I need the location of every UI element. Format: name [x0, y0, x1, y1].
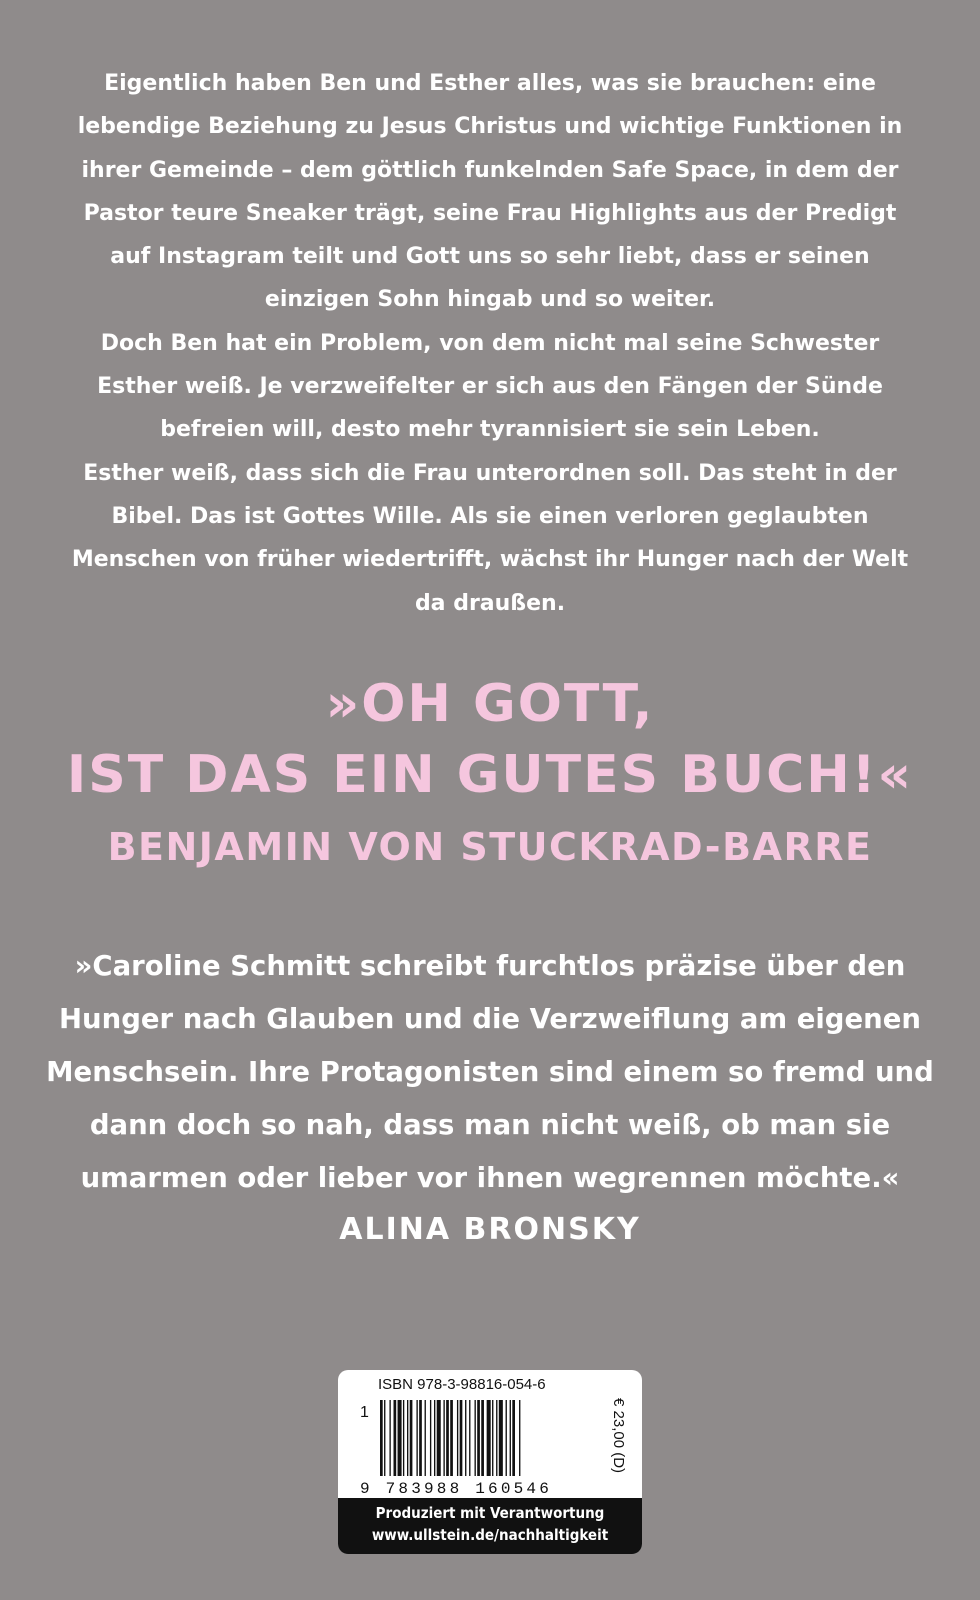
sustainability-text: Produziert mit Verantwortung: [375, 1504, 605, 1522]
review-quote: [40, 940, 940, 1205]
sustainability-url: www.ullstein.de/nachhaltigkeit: [371, 1526, 609, 1544]
barcode-bar: [457, 1400, 458, 1476]
barcode-bar: [487, 1400, 491, 1476]
barcode-bar: [403, 1400, 404, 1476]
sustainability-strip: [338, 1498, 642, 1554]
barcode-bar: [469, 1400, 470, 1476]
barcode-image: [380, 1400, 595, 1476]
barcode-bar: [496, 1400, 497, 1476]
barcode-bar: [410, 1400, 413, 1476]
barcode-bar: [506, 1400, 507, 1476]
barcode-bar: [443, 1400, 444, 1476]
barcode-bar: [430, 1400, 431, 1476]
blurb-text: [60, 62, 920, 625]
barcode-bar: [475, 1400, 476, 1476]
pink-quote-attribution: BENJAMIN VON STUCKRAD-BARRE: [107, 825, 873, 869]
barcode-bar: [519, 1400, 520, 1476]
barcode-bar: [434, 1400, 435, 1476]
barcode-bar: [481, 1400, 484, 1476]
barcode-bar: [384, 1400, 385, 1476]
barcode-bar: [389, 1400, 390, 1476]
barcode-bar: [460, 1400, 463, 1476]
barcode-bar: [407, 1400, 408, 1476]
pink-quote-line-1: »OH GOTT,: [325, 674, 655, 734]
barcode-box: [338, 1370, 642, 1554]
barcode-bar: [512, 1400, 515, 1476]
barcode-prefix-digit: 1: [360, 1404, 369, 1421]
barcode-bar: [492, 1400, 493, 1476]
barcode-bar: [416, 1400, 417, 1476]
review-author: ALINA BRONSKY: [339, 1212, 641, 1247]
barcode-bar: [446, 1400, 449, 1476]
price-label: € 23,00 (D): [610, 1398, 627, 1474]
isbn-label: ISBN 978-3-98816-054-6: [378, 1376, 546, 1393]
barcode-bar: [425, 1400, 426, 1476]
barcode-digits: 9 783988 160546: [360, 1480, 553, 1498]
review-text: »Caroline Schmitt schreibt furchtlos präzise über den Hunger nach Glauben und die Verzweiflung am eigenen Menschsein. Ihre Protagonisten sind einem so fremd und dann doch so nah, dass man nicht weiß, ob man sie umarmen oder lieber vor ihnen wegrennen möchte.«: [46, 950, 934, 1194]
barcode-bar: [465, 1400, 466, 1476]
barcode-bar: [437, 1400, 441, 1476]
barcode-bar: [419, 1400, 422, 1476]
blurb-paragraph: Doch Ben hat ein Problem, von dem nicht mal seine Schwester Esther weiß. Je verzweifelter er sich aus den Fängen der Sünde befreien will, desto mehr tyrannisiert sie sein Leben.: [97, 330, 883, 443]
barcode-bar: [510, 1400, 511, 1476]
blurb-paragraph: Eigentlich haben Ben und Esther alles, was sie brauchen: eine lebendige Beziehung zu Jesus Christus und wichtige Funktionen in ihrer Gemeinde – dem göttlich funkelnden Safe Space, in dem der Pastor teure Sneaker trägt, seine Frau Highlights aus der Predigt auf Instagram teilt und Gott uns so sehr liebt, dass er seinen einzigen Sohn hingab und so weiter.: [77, 71, 903, 313]
barcode-bar: [499, 1400, 503, 1476]
barcode-bar: [477, 1400, 480, 1476]
barcode-bar: [380, 1400, 383, 1476]
pink-quote-line-2: IST DAS EIN GUTES BUCH!«: [66, 745, 914, 805]
blurb-paragraph: Esther weiß, dass sich die Frau unterordnen soll. Das steht in der Bibel. Das ist Gottes Wille. Als sie einen verloren geglaubten Menschen von früher wiedertrifft, wächst ihr Hunger nach der Welt da draußen.: [71, 460, 909, 616]
barcode-bar: [394, 1400, 397, 1476]
barcode-bar: [398, 1400, 402, 1476]
barcode-bar: [450, 1400, 453, 1476]
